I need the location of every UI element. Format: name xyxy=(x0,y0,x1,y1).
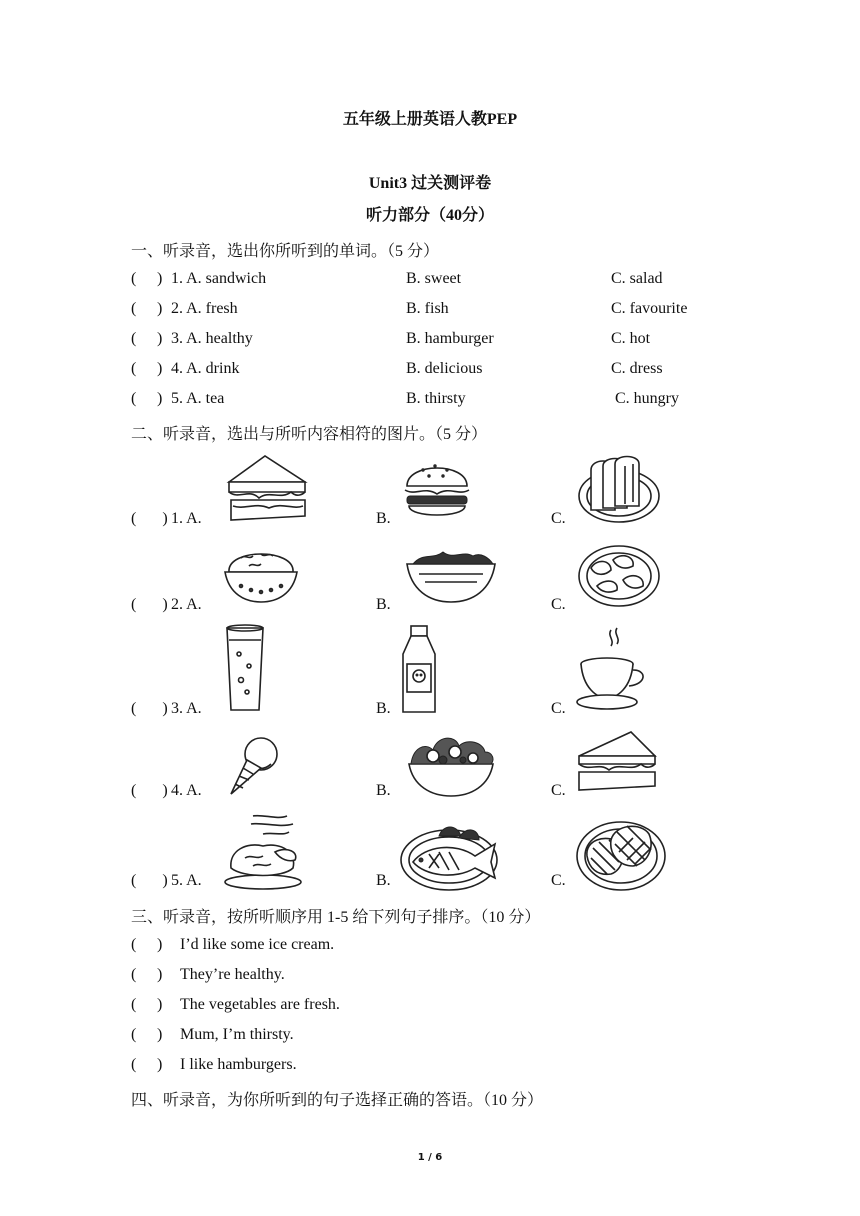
part3-heading: 三、听录音，按所听顺序用 1-5 给下列句子排序。（10 分） xyxy=(131,909,541,926)
answer-paren[interactable]: ( ) xyxy=(131,1026,163,1043)
question-text: 5. A. tea xyxy=(171,390,225,407)
picture-question-row xyxy=(131,540,731,620)
answer-paren[interactable]: ( ) xyxy=(131,782,168,799)
page-number: 1 / 6 xyxy=(417,1152,443,1163)
part2-heading: 二、听录音，选出与所听内容相符的图片。（5 分） xyxy=(131,426,488,443)
option-c-label: C. xyxy=(551,872,566,889)
option-c-label: C. xyxy=(551,782,566,799)
answer-paren[interactable]: ( ) xyxy=(131,390,163,407)
option-b: B. hamburger xyxy=(406,330,494,347)
part1-heading: 一、听录音，选出你所听到的单词。（5 分） xyxy=(131,243,440,260)
question-text: 4. A. drink xyxy=(171,360,240,377)
option-a-label: 3. A. xyxy=(171,700,202,717)
answer-paren[interactable]: ( ) xyxy=(131,700,168,717)
answer-paren[interactable]: ( ) xyxy=(131,596,168,613)
option-c: C. hungry xyxy=(615,390,679,407)
roast-chicken-icon[interactable] xyxy=(223,812,305,890)
option-b: B. sweet xyxy=(406,270,462,287)
section-title: 听力部分（40分） xyxy=(365,207,494,224)
option-a-label: 5. A. xyxy=(171,872,202,889)
question-text: 1. A. sandwich xyxy=(171,270,267,287)
sentence-text: They’re healthy. xyxy=(180,966,285,983)
answer-paren[interactable]: ( ) xyxy=(131,1056,163,1073)
option-b: B. fish xyxy=(406,300,449,317)
option-b-label: B. xyxy=(376,596,391,613)
sentence-text: I’d like some ice cream. xyxy=(180,936,335,953)
picture-question-row xyxy=(131,622,731,718)
picture-question-row xyxy=(131,810,731,900)
tea-cup-icon[interactable] xyxy=(577,626,653,714)
noodles-bowl-icon[interactable] xyxy=(403,546,499,606)
part4-heading: 四、听录音，为你所听到的句子选择正确的答语。（10 分） xyxy=(131,1092,544,1109)
dumplings-icon[interactable] xyxy=(575,542,663,612)
answer-paren[interactable]: ( ) xyxy=(131,300,163,317)
option-b-label: B. xyxy=(376,872,391,889)
answer-paren[interactable]: ( ) xyxy=(131,360,163,377)
option-c: C. hot xyxy=(611,330,651,347)
picture-question-row xyxy=(131,452,731,532)
option-a-label: 1. A. xyxy=(171,510,202,527)
sentence-text: Mum, I’m thirsty. xyxy=(180,1026,294,1043)
sentence-text: The vegetables are fresh. xyxy=(180,996,340,1013)
option-b-label: B. xyxy=(376,700,391,717)
fish-plate-icon[interactable] xyxy=(399,812,503,894)
option-b: B. delicious xyxy=(406,360,483,377)
answer-paren[interactable]: ( ) xyxy=(131,996,163,1013)
question-text: 3. A. healthy xyxy=(171,330,253,347)
answer-paren[interactable]: ( ) xyxy=(131,510,168,527)
salad-icon[interactable] xyxy=(403,728,499,800)
option-c-label: C. xyxy=(551,596,566,613)
question-text: 2. A. fresh xyxy=(171,300,238,317)
water-glass-icon[interactable] xyxy=(223,624,267,716)
answer-paren[interactable]: ( ) xyxy=(131,330,163,347)
option-a-label: 2. A. xyxy=(171,596,202,613)
option-b-label: B. xyxy=(376,510,391,527)
option-c-label: C. xyxy=(551,510,566,527)
answer-paren[interactable]: ( ) xyxy=(131,872,168,889)
milk-bottle-icon[interactable] xyxy=(399,624,439,716)
ice-cream-icon[interactable] xyxy=(225,734,281,800)
option-c: C. dress xyxy=(611,360,663,377)
option-b: B. thirsty xyxy=(406,390,466,407)
hamburger-icon[interactable] xyxy=(401,452,473,524)
sentence-text: I like hamburgers. xyxy=(180,1056,297,1073)
unit-subtitle: Unit3 过关测评卷 xyxy=(368,175,492,192)
sandwich-icon[interactable] xyxy=(575,730,659,796)
answer-paren[interactable]: ( ) xyxy=(131,966,163,983)
option-a-label: 4. A. xyxy=(171,782,202,799)
picture-question-row xyxy=(131,726,731,808)
option-b-label: B. xyxy=(376,782,391,799)
rice-bowl-icon[interactable] xyxy=(221,542,301,608)
answer-paren[interactable]: ( ) xyxy=(131,270,163,287)
option-c: C. favourite xyxy=(611,300,688,317)
document-title: 五年级上册英语人教PEP xyxy=(342,111,518,128)
answer-paren[interactable]: ( ) xyxy=(131,936,163,953)
option-c-label: C. xyxy=(551,700,566,717)
option-c: C. salad xyxy=(611,270,663,287)
sandwich-icon[interactable] xyxy=(225,452,309,524)
beef-plate-icon[interactable] xyxy=(575,812,667,892)
bread-icon[interactable] xyxy=(575,452,663,528)
